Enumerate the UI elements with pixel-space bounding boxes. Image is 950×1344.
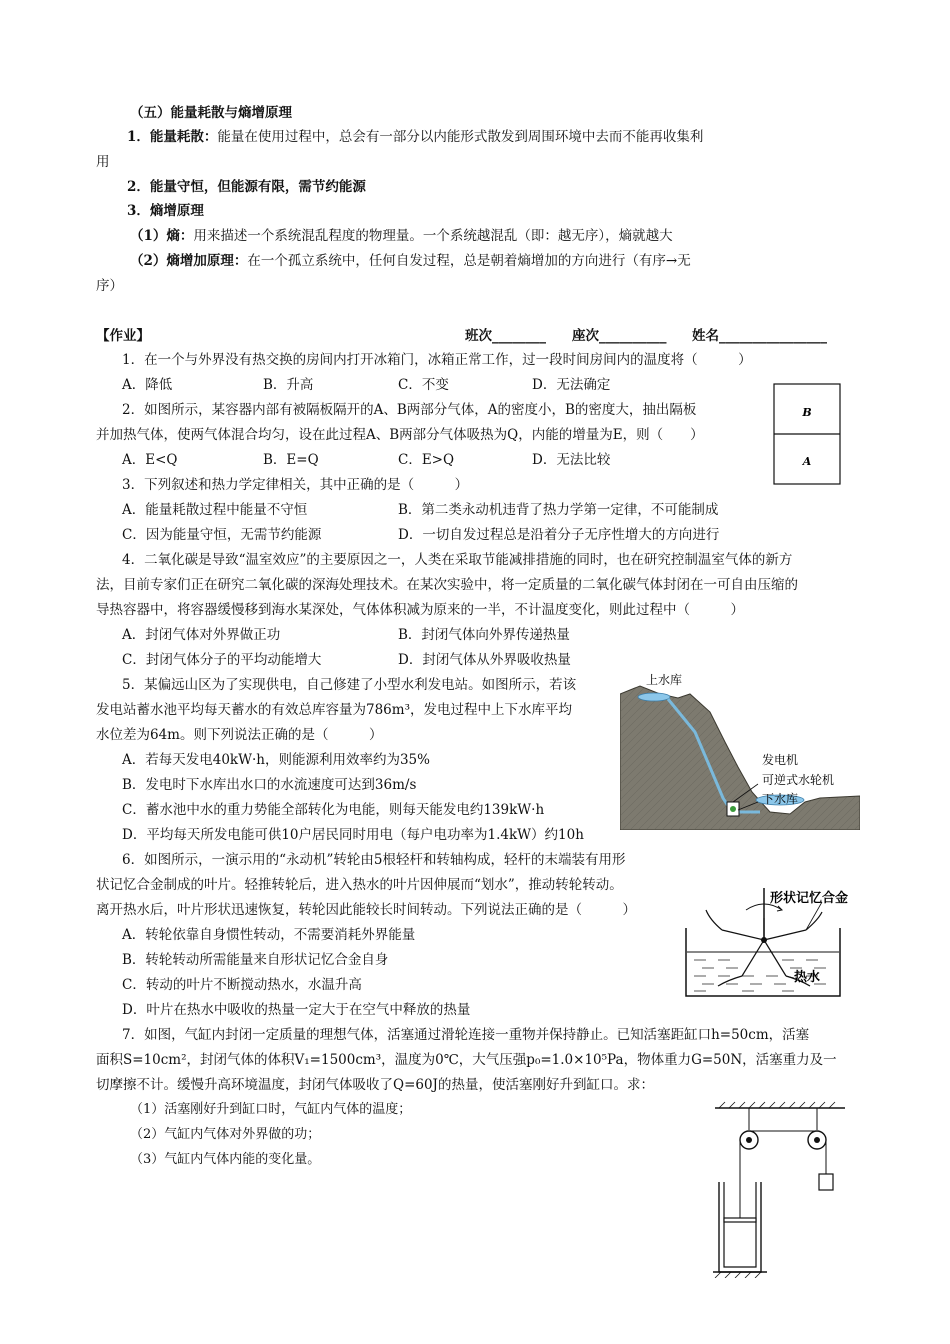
q4-option-b: B．封闭气体向外界传递热量 bbox=[398, 627, 570, 643]
q5-stem-line2: 发电站蓄水池平均每天蓄水的有效总库容量为786m³，发电过程中上下水库平均 bbox=[96, 702, 572, 718]
q6-option-a: A．转轮依靠自身惯性转动，不需要消耗外界能量 bbox=[122, 927, 416, 943]
q3-option-a: A．能量耗散过程中能量不守恒 bbox=[122, 502, 308, 518]
q7-stem-line3: 切摩擦不计。缓慢升高环境温度，封闭气体吸收了Q=60J的热量，使活塞刚好升到缸口。求： bbox=[96, 1077, 654, 1093]
q6-option-b: B．转轮转动所需能量来自形状记忆合金自身 bbox=[122, 952, 389, 968]
q5-option-c: C．蓄水池中水的重力势能全部转化为电能，则每天能发电约139kW·h bbox=[122, 802, 545, 818]
q3-option-c: C．因为能量守恒，无需节约能源 bbox=[122, 527, 322, 543]
q6-option-c: C．转动的叶片不断搅动热水，水温升高 bbox=[122, 977, 362, 993]
term-label: （2）熵增加原理： bbox=[130, 253, 248, 269]
q7-stem-line1: 7．如图，气缸内封闭一定质量的理想气体，活塞通过滑轮连接一重物并保持静止。已知活塞距缸口h=50cm，活塞 bbox=[122, 1027, 810, 1043]
q1-option-d: D．无法确定 bbox=[532, 377, 611, 393]
q4-option-c: C．封闭气体分子的平均动能增大 bbox=[122, 652, 322, 668]
q4-stem-line1: 4．二氧化碳是导致“温室效应”的主要原因之一，人类在采取节能减排措施的同时，也在研究控制温室气体的新方 bbox=[122, 552, 793, 568]
q1-option-a: A．降低 bbox=[122, 377, 173, 393]
name-field-label: 姓名________________ bbox=[692, 328, 827, 344]
homework-title: 【作业】 bbox=[96, 328, 150, 344]
q6-option-d: D．叶片在热水中吸收的热量一定大于在空气中释放的热量 bbox=[122, 1002, 471, 1018]
figure-label-b: B bbox=[802, 406, 812, 419]
q3-option-d: D．一切自发过程总是沿着分子无序性增大的方向进行 bbox=[398, 527, 720, 543]
q2-option-a: A．E<Q bbox=[122, 452, 178, 468]
q4-option-d: D．封闭气体从外界吸收热量 bbox=[398, 652, 571, 668]
term-text: 用来描述一个系统混乱程度的物理量。一个系统越混乱（即：越无序），熵就越大 bbox=[193, 228, 673, 244]
class-field-label: 班次________ bbox=[465, 328, 546, 344]
q3-stem: 3．下列叙述和热力学定律相关，其中正确的是（ ） bbox=[122, 477, 469, 493]
q5-stem-line3: 水位差为64m。则下列说法正确的是（ ） bbox=[96, 727, 383, 743]
q5-option-b: B．发电时下水库出水口的水流速度可达到36m/s bbox=[122, 777, 417, 793]
q4-option-a: A．封闭气体对外界做正功 bbox=[122, 627, 281, 643]
q4-stem-line2: 法，目前专家们正在研究二氧化碳的深海处理技术。在某次实验中，将一定质量的二氧化碳气体封闭在一可自由压缩的 bbox=[96, 577, 798, 593]
q6-stem-line2: 状记忆合金制成的叶片。轻推转轮后，进入热水的叶片因伸展而“划水”，推动转轮转动。 bbox=[96, 877, 623, 893]
figure-label-hot-water: 热水 bbox=[794, 970, 821, 985]
q1-stem: 1．在一个与外界没有热交换的房间内打开冰箱门，冰箱正常工作，过一段时间房间内的温度将（ ） bbox=[122, 352, 752, 368]
figure-label-shape-memory-alloy: 形状记忆合金 bbox=[770, 891, 849, 906]
q2-option-d: D．无法比较 bbox=[532, 452, 611, 468]
q6-stem-line1: 6．如图所示，一演示用的“永动机”转轮由5根轻杆和转轴构成，轻杆的末端装有用形 bbox=[122, 852, 626, 868]
paragraph-continuation: 序） bbox=[96, 278, 123, 294]
paragraph-continuation: 用 bbox=[96, 154, 110, 170]
q1-option-c: C．不变 bbox=[398, 377, 449, 393]
q7-subquestion-1: （1）活塞刚好升到缸口时，气缸内气体的温度； bbox=[130, 1102, 412, 1117]
paragraph-energy-conservation: 2．能量守恒，但能源有限，需节约能源 bbox=[127, 179, 366, 195]
paragraph-energy-dissipation bbox=[127, 127, 703, 147]
q7-subquestion-3: （3）气缸内气体内能的变化量。 bbox=[130, 1152, 321, 1167]
q5-option-d: D．平均每天所发电能可供10户居民同时用电（每户电功率为1.4kW）约10h bbox=[122, 827, 584, 843]
paragraph-entropy-definition bbox=[130, 226, 673, 246]
q7-cylinder-figure bbox=[705, 1100, 855, 1278]
q2-option-b: B．E=Q bbox=[263, 452, 319, 468]
figure-label-generator: 发电机 bbox=[762, 753, 799, 767]
q6-stem-line3: 离开热水后，叶片形状迅速恢复，转轮因此能较长时间转动。下列说法正确的是（ ） bbox=[96, 902, 636, 918]
section-heading: （五）能量耗散与熵增原理 bbox=[130, 105, 292, 121]
term-label: （1）熵： bbox=[130, 228, 194, 244]
q2-option-c: C．E>Q bbox=[398, 452, 455, 468]
term-text: 在一个孤立系统中，任何自发过程，总是朝着熵增加的方向进行（有序→无 bbox=[247, 253, 691, 269]
figure-label-lower-reservoir: 下水库 bbox=[762, 792, 799, 806]
q2-stem-line2: 并加热气体，使两气体混合均匀，设在此过程A、B两部分气体吸热为Q，内能的增量为E，则（ ） bbox=[96, 427, 704, 443]
q1-option-b: B．升高 bbox=[263, 377, 314, 393]
paragraph-entropy-heading: 3．熵增原理 bbox=[127, 203, 204, 219]
q2-stem-line1: 2．如图所示，某容器内部有被隔板隔开的A、B两部分气体，A的密度小，B的密度大，抽出隔板 bbox=[122, 402, 697, 418]
term-text: 能量在使用过程中，总会有一部分以内能形式散发到周围环境中去而不能再收集利 bbox=[217, 129, 704, 145]
q4-stem-line3: 导热容器中，将容器缓慢移到海水某深处，气体体积减为原来的一半，不计温度变化，则此过程中（ ） bbox=[96, 602, 744, 618]
q3-option-b: B．第二类永动机违背了热力学第一定律，不可能制成 bbox=[398, 502, 719, 518]
q6-wheel-figure bbox=[682, 880, 862, 998]
q2-container-figure bbox=[773, 383, 841, 485]
paragraph-entropy-increase bbox=[130, 251, 691, 271]
q7-stem-line2: 面积S=10cm²，封闭气体的体积V₁=1500cm³，温度为0℃，大气压强p₀=1.0×10⁵Pa，物体重力G=50N，活塞重力及一 bbox=[96, 1052, 837, 1068]
q5-hydropower-figure bbox=[620, 672, 860, 830]
figure-label-turbine: 可逆式水轮机 bbox=[762, 773, 835, 787]
q5-option-a: A．若每天发电40kW·h，则能源利用效率约为35% bbox=[122, 752, 430, 768]
figure-label-upper-reservoir: 上水库 bbox=[646, 673, 683, 687]
term-label: 1．能量耗散： bbox=[127, 129, 218, 145]
seat-field-label: 座次__________ bbox=[572, 328, 667, 344]
figure-label-a: A bbox=[802, 455, 812, 468]
q7-subquestion-2: （2）气缸内气体对外界做的功； bbox=[130, 1127, 321, 1142]
q5-stem-line1: 5．某偏远山区为了实现供电，自己修建了小型水利发电站。如图所示，若该 bbox=[122, 677, 577, 693]
